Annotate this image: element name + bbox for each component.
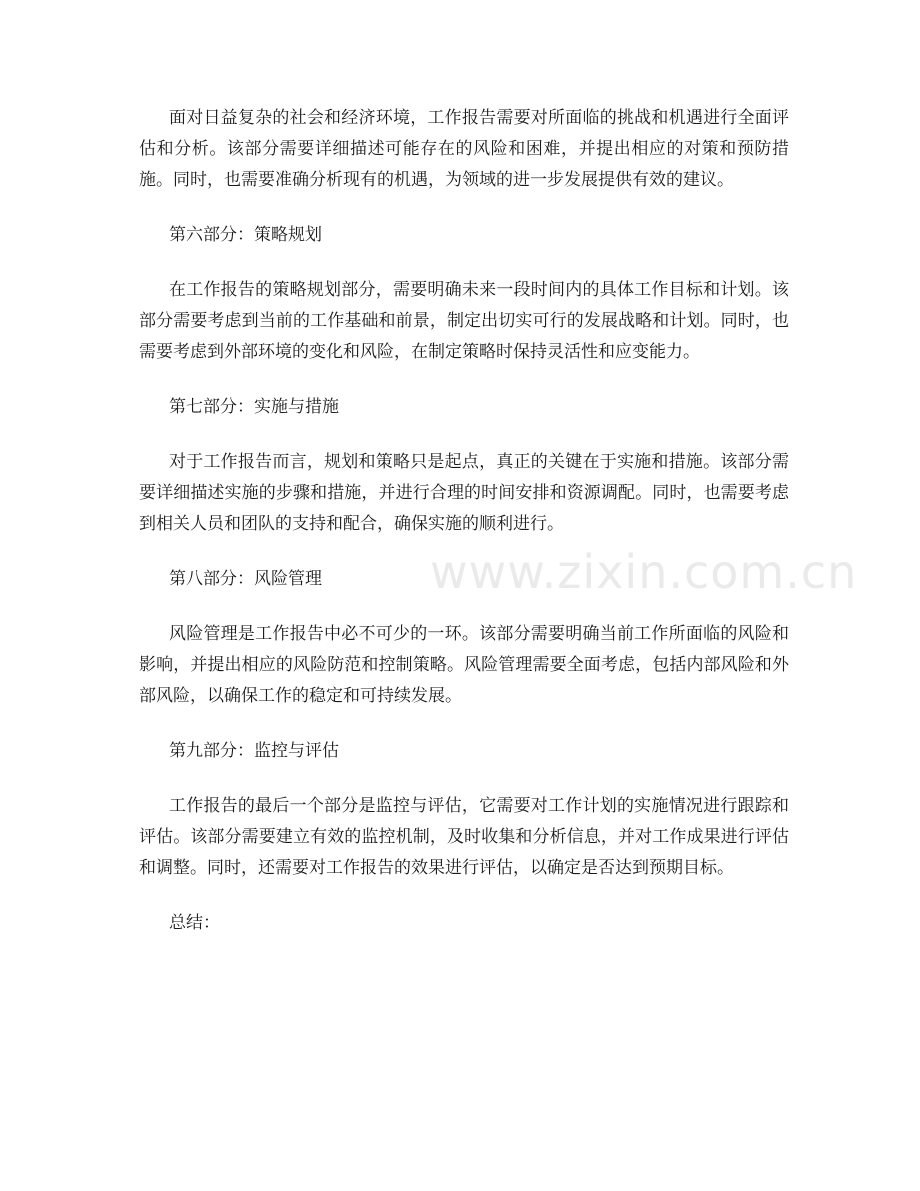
summary-heading: 总结： [169, 913, 220, 933]
watermark: www.zixin.com.cn [430, 545, 858, 599]
section-heading-9: 第九部分：监控与评估 [169, 741, 339, 761]
document-body [139, 103, 789, 963]
section-heading-7: 第七部分：实施与措施 [169, 397, 339, 417]
paragraph-challenges: 面对日益复杂的社会和经济环境，工作报告需要对所面临的挑战和机遇进行全面评估和分析。该部分需要详细描述可能存在的风险和困难，并提出相应的对策和预防措施。同时，也需要准确分析现有的机遇，为领域的进一步发展提供有效的建议。 [139, 108, 789, 190]
paragraph-monitoring: 工作报告的最后一个部分是监控与评估，它需要对工作计划的实施情况进行跟踪和评估。该部分需要建立有效的监控机制，及时收集和分析信息，并对工作成果进行评估和调整。同时，还需要对工作报告的效果进行评估，以确定是否达到预期目标。 [139, 796, 789, 878]
paragraph-risk: 风险管理是工作报告中必不可少的一环。该部分需要明确当前工作所面临的风险和影响，并提出相应的风险防范和控制策略。风险管理需要全面考虑，包括内部风险和外部风险，以确保工作的稳定和可持续发展。 [139, 624, 789, 706]
section-heading-8: 第八部分：风险管理 [169, 569, 322, 589]
section-heading-6: 第六部分：策略规划 [169, 225, 322, 245]
paragraph-implementation: 对于工作报告而言，规划和策略只是起点，真正的关键在于实施和措施。该部分需要详细描述实施的步骤和措施，并进行合理的时间安排和资源调配。同时，也需要考虑到相关人员和团队的支持和配合，确保实施的顺利进行。 [139, 452, 789, 534]
paragraph-strategy: 在工作报告的策略规划部分，需要明确未来一段时间内的具体工作目标和计划。该部分需要考虑到当前的工作基础和前景，制定出切实可行的发展战略和计划。同时，也需要考虑到外部环境的变化和风险，在制定策略时保持灵活性和应变能力。 [139, 280, 789, 362]
